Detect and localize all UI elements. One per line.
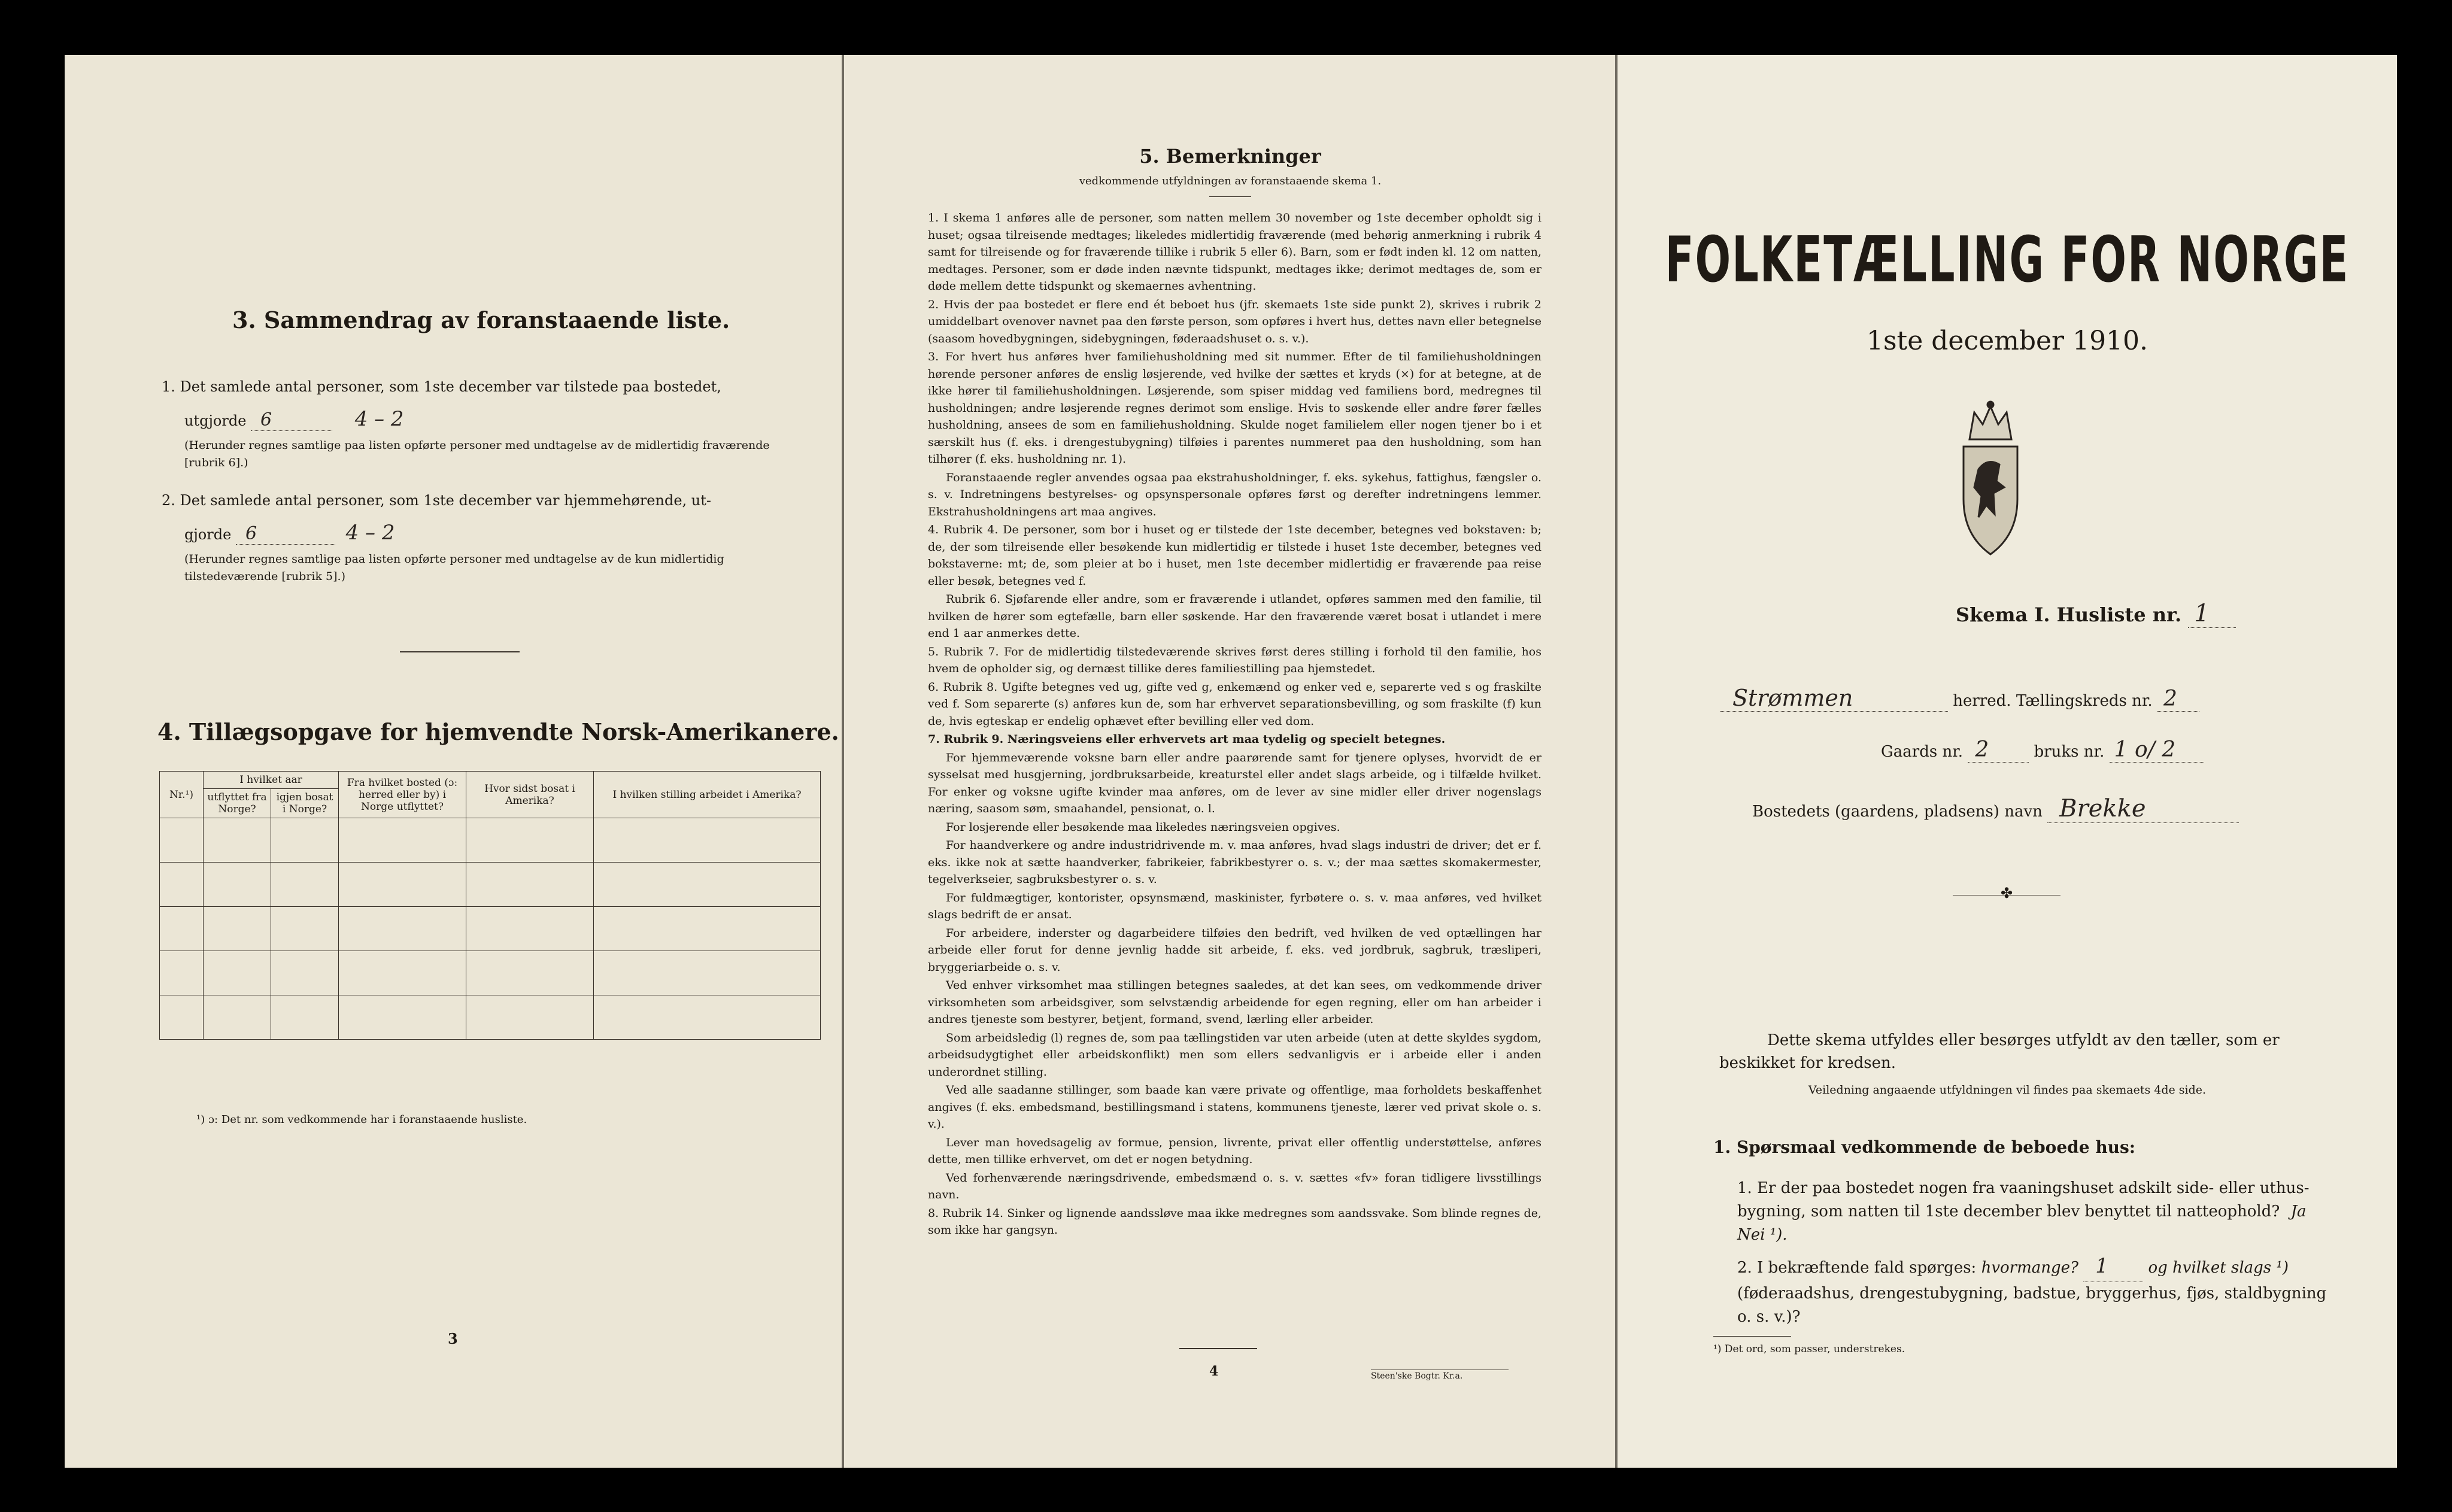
item2-value: 6: [236, 523, 335, 545]
paragraph: Foranstaaende regler anvendes ogsaa paa ekstrahusholdninger, f. eks. sykehus, fattighus, fængsler o. s. v. Indretningens bestyrelses- og opsynspersonale opføres først og derefter indretningens lemmer. Ekstrahusholdningens art maa angives.: [928, 470, 1541, 518]
item1-utgjorde-label: utgjorde: [184, 412, 247, 429]
q2-text-b: og hvilket slags ¹): [2148, 1259, 2289, 1277]
skema-line: [1956, 600, 2236, 628]
q1-answer: Ja Nei ¹).: [1737, 1203, 2307, 1244]
bemerkninger-subtitle: vedkommende utfyldningen av foranstaaende skema 1.: [1079, 175, 1382, 187]
bruks-label: bruks nr.: [2034, 743, 2105, 761]
paragraph: Som arbeidsledig (l) regnes de, som paa tællingstiden var uten arbeide (uten at dette skyldes sygdom, arbeidsudygtighet eller arbeidskonflikt) men som ellers sedvanligvis er i arbeide eller i anden underordnet stilling.: [928, 1031, 1541, 1079]
bemerkninger-title: 5. Bemerkninger: [1139, 145, 1321, 168]
table-row: [160, 907, 821, 951]
paragraph: 8. Rubrik 14. Sinker og lignende aandssløve maa ikke medregnes som aandssvake. Som blinde regnes de, som ikke har gangsyn.: [928, 1206, 1541, 1237]
ornament-icon: ✤: [2000, 885, 2013, 901]
paragraph: 7. Rubrik 9. Næringsveiens eller erhvervets art maa tydelig og specielt betegnes.: [928, 733, 1446, 746]
title-rule: [1209, 196, 1251, 197]
paragraph: For fuldmægtiger, kontorister, opsynsmænd, maskinister, fyrbøtere o. s. v. maa anføres, ved hvilket slags bedrift de er ansat.: [928, 891, 1541, 921]
item2-gjorde-label: gjorde: [184, 526, 232, 543]
table-row: [160, 818, 821, 863]
item2-note: (Herunder regnes samtlige paa listen opførte personer med undtagelse av de kun midlertidig tilstedeværende [rubrik 5].): [184, 552, 724, 584]
section3-title: 3. Sammendrag av foranstaaende liste.: [232, 306, 730, 333]
table-row: [160, 995, 821, 1040]
page-4: [844, 55, 1616, 1468]
bosted-line: [1752, 795, 2239, 823]
q2-count-value: 1: [2083, 1251, 2143, 1282]
col-nr: Nr.¹): [160, 772, 204, 818]
herred-value: Strømmen: [1720, 685, 1948, 712]
veiledning: Veiledning angaaende utfyldningen vil findes paa skemaets 4de side.: [1808, 1083, 2207, 1097]
paragraph: Rubrik 6. Sjøfarende eller andre, som er fraværende i utlandet, opføres sammen med den familie, til hvilken de hører som egtefælle, barn eller søskende. Har den fraværende været bosat i utlandet i mere end 1 aar anmerkes dette.: [928, 593, 1541, 640]
item1-extra: 4 – 2: [354, 407, 404, 431]
paragraph: 1. I skema 1 anføres alle de personer, som natten mellem 30 november og 1ste december opholdt sig i huset; ogsaa tilreisende medtages; likeledes midlertidig fraværende (med behørig anmerkning i rubrik 4 samt for tilreisende og for fraværende tillike i rubrik 5 eller 6). Barn, som er født inden kl. 12 om natten, medtages. Personer, som er døde inden nævnte tidspunkt, medtages ikke; derimot medtages de, som er døde mellem dette tidspunkt og skemaernes avhentning.: [928, 211, 1541, 293]
col-utflyttet: utflyttet fra Norge?: [204, 789, 271, 818]
paragraph: For hjemmeværende voksne barn eller andre paarørende samt for tjenere oplyses, hvorvidt de er sysselsat med husgjerning, jordbruksarbeide, kreaturstel eller andet slags arbeide, og i tilfælde hvilket. For enker og voksne ugifte kvinder maa anføres, om de lever av sine midler eller driver nogenslags næring, saasom søm, smaahandel, pensionat, o. l.: [928, 751, 1541, 815]
q2-text-c: (føderaadshus, drengestubygning, badstue, bryggerhus, fjøs, staldbygning o. s. v.)?: [1737, 1285, 2327, 1326]
skema-label: Skema I. Husliste nr.: [1956, 603, 2182, 626]
page-number: 4: [1209, 1364, 1219, 1379]
printer-mark: Steen'ske Bogtr. Kr.a.: [1371, 1370, 1509, 1381]
item1-value: 6: [251, 409, 332, 431]
census-date: 1ste december 1910.: [1866, 326, 2148, 356]
bosted-value: Brekke: [2047, 795, 2239, 823]
col-fra: Fra hvilket bosted (ɔ: herred eller by) i Norge utflyttet?: [339, 772, 466, 818]
norsk-amerikanere-table: [159, 771, 821, 1040]
item2-text: 2. Det samlede antal personer, som 1ste december var hjemmehørende, ut-: [162, 492, 711, 509]
item1-row: [184, 407, 404, 431]
paragraph: For arbeidere, inderster og dagarbeidere tilføies den bedrift, ved hvilken de ved optællingen har arbeide eller forut for denne jevnlig hadde sit arbeide, f. eks. ved jordbruk, sagbruk, træsliperi, bryggeriarbeide o. s. v.: [928, 926, 1541, 974]
section4-title: 4. Tillægsopgave for hjemvendte Norsk-Amerikanere.: [157, 718, 839, 745]
bruks-value: 1 o/ 2: [2110, 737, 2204, 763]
paragraph: Ved forhenværende næringsdrivende, embedsmænd o. s. v. sættes «fv» foran tidligere livsstillings navn.: [928, 1171, 1541, 1201]
paragraph: 2. Hvis der paa bostedet er flere end ét beboet hus (jfr. skemaets 1ste side punkt 2), skrives i rubrik 2 umiddelbart ovenover navnet paa den første person, som opføres i hvert hus, dettes navn eller betegnelse (saasom hovedbygningen, sidebygningen, føderaadshuset o. s. v.).: [928, 297, 1541, 345]
paragraph: 4. Rubrik 4. De personer, som bor i huset og er tilstede der 1ste december, betegnes ved bokstaven: b; de, der som tilreisende eller besøkende kun midlertidig er tilstede i huset 1ste december, betegnes ved bokstaverne: mt; de, som pleier at bo i huset, men 1ste december midlertidig er fraværende paa reise eller besøk, betegnes ved f.: [928, 523, 1541, 588]
page-3: [65, 55, 843, 1468]
page-number: 3: [448, 1330, 458, 1347]
main-title: FOLKETÆLLING FOR NORGE: [1665, 224, 2350, 297]
footnote-rule: [1713, 1336, 1791, 1337]
paragraph: Lever man hovedsagelig av formue, pension, livrente, privat eller offentlig understøttelse, anføres dette, men tillike erhvervet, om det er nogen betydning.: [928, 1135, 1541, 1166]
footnote: ¹) ɔ: Det nr. som vedkommende har i foranstaaende husliste.: [196, 1113, 527, 1126]
bosted-label: Bostedets (gaardens, pladsens) navn: [1752, 803, 2043, 821]
footnote: ¹) Det ord, som passer, understrekes.: [1713, 1343, 1905, 1355]
table-row: [160, 951, 821, 995]
instruction: Dette skema utfyldes eller besørges utfyldt av den tæller, som er beskikket for kredsen.: [1719, 1031, 2280, 1072]
question-1: [1737, 1177, 2336, 1247]
item2-row: [184, 521, 394, 545]
q1-text: 1. Er der paa bostedet nogen fra vaaningshuset adskilt side- eller uthus-bygning, som natten til 1ste december blev benyttet til natteophold?: [1737, 1179, 2310, 1220]
q2-text-a: 2. I bekræftende fald spørges:: [1737, 1259, 1977, 1277]
herred-label: herred. Tællingskreds nr.: [1953, 692, 2153, 710]
paragraph: Ved enhver virksomhet maa stillingen betegnes saaledes, at det kan sees, om vedkommende driver virksomheten som arbeidsgiver, som selvstændig arbeidende for egen regning, eller om han arbeider i andres tjeneste som bestyrer, betjent, formand, svend, lærling eller arbeider.: [928, 979, 1541, 1026]
item1-text: 1. Det samlede antal personer, som 1ste december var tilstede paa bostedet,: [162, 378, 721, 395]
paragraph: Ved alle saadanne stillinger, som baade kan være private og offentlige, maa forholdets beskaffenhet angives (f. eks. embedsmand, bestillingsmand i statens, kommunens tjeneste, lærer ved privat skole o. s. v.).: [928, 1083, 1541, 1131]
q2-hvormange: hvormange?: [1981, 1259, 2078, 1277]
paragraph: 3. For hvert hus anføres hver familiehusholdning med sit nummer. Efter de til familiehusholdningen hørende personer anføres de enslig løsjerende, ved hvilke der sættes et kryds (×) for at betegne, at de ikke hører til familiehusholdningen. Løsjerende, som spiser middag ved familiens bord, medregnes til husholdningen; andre løsjerende regnes derimot som enslige. Hvis to søskende eller andre fører fælles husholdning, ansees de som en familiehusholdning. Skulde noget familielem eller nogen tjener bo i et særskilt hus (f. eks. i drengestubygning) tilføies i parentes nummeret paa den husholdning, som han tilhører (f. eks. husholdning nr. 1).: [928, 350, 1541, 466]
col-group: I hvilket aar: [204, 772, 339, 789]
item2-extra: 4 – 2: [345, 521, 395, 545]
kreds-value: 2: [2157, 687, 2199, 712]
question-2: [1737, 1251, 2342, 1329]
paragraph: For haandverkere og andre industridrivende m. v. maa anføres, hvad slags industri de driver; det er f. eks. ikke nok at sætte haandverker, fabrikeier, fabrikbestyrer o. s. v.; der maa sættes skomakermester, tegelverkseier, sagbruksbestyrer o. s. v.: [928, 839, 1541, 886]
bemerkninger-body: [928, 210, 1541, 1240]
divider: [400, 651, 520, 652]
questions-heading: 1. Spørsmaal vedkommende de beboede hus:: [1713, 1137, 2136, 1157]
gaards-value: 2: [1968, 737, 2029, 763]
gaards-line: [1881, 737, 2204, 763]
col-igjen: igjen bosat i Norge?: [271, 789, 339, 818]
col-stilling: I hvilken stilling arbeidet i Amerika?: [594, 772, 821, 818]
end-rule: [1179, 1348, 1257, 1349]
page-1-cover: [1618, 55, 2397, 1468]
paragraph: 6. Rubrik 8. Ugifte betegnes ved ug, gifte ved g, enkemænd og enker ved e, separerte ved s og fraskilte ved f. Som separerte (s) anføres kun de, som har erhvervet separationsbevilling, og som fraskilte (f) kun de, hvis egteskap er endelig ophævet efter bevilling eller ved dom.: [928, 680, 1541, 728]
coat-of-arms-icon: [1952, 397, 2029, 559]
paragraph: 5. Rubrik 7. For de midlertidig tilstedeværende skrives først deres stilling i forhold til den familie, hos hvem de opholder sig, og dernæst tillike deres familiestilling paa hjemstedet.: [928, 645, 1541, 675]
paragraph: For losjerende eller besøkende maa likeledes næringsveien opgives.: [946, 820, 1340, 834]
item1-note: (Herunder regnes samtlige paa listen opførte personer med undtagelse av de midlertidig fraværende [rubrik 6].): [184, 439, 770, 470]
table-row: [160, 863, 821, 907]
col-hvor: Hvor sidst bosat i Amerika?: [466, 772, 594, 818]
husliste-nr-value: 1: [2188, 600, 2236, 628]
herred-line: [1720, 685, 2199, 712]
gaards-label: Gaards nr.: [1881, 743, 1964, 761]
